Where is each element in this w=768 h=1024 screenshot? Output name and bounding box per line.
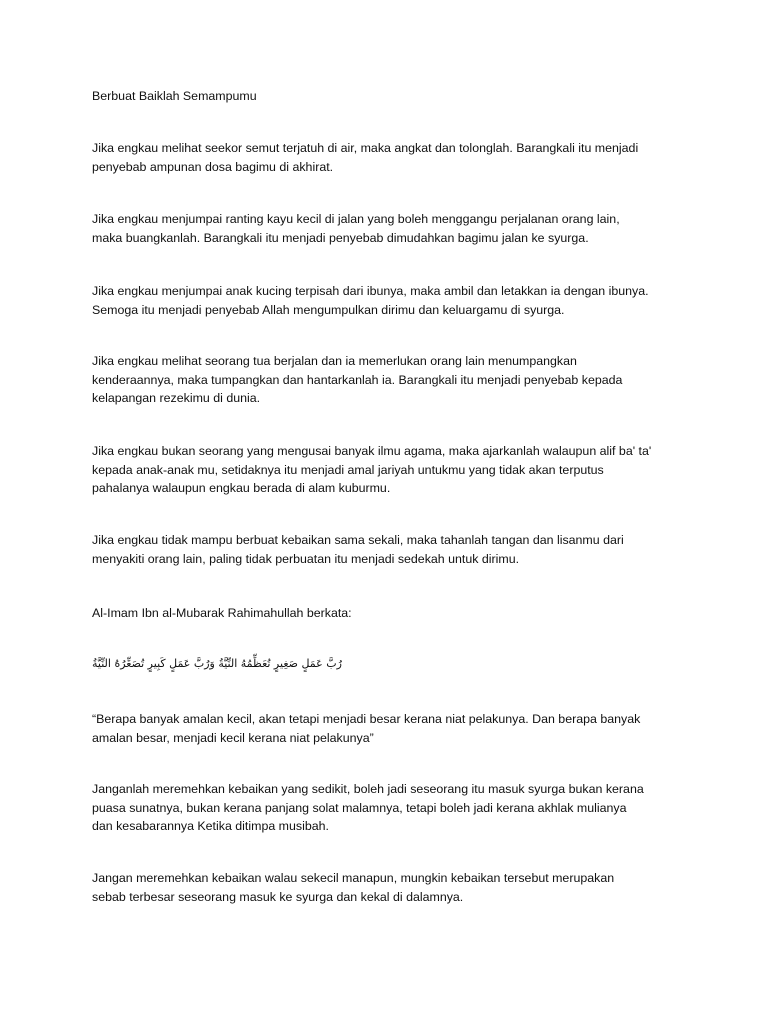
paragraph-kebaikan-sedikit: Janganlah meremehkan kebaikan yang sedikit, boleh jadi seseorang itu masuk syurga bukan kerana puasa sunatnya, bukan kerana panjang solat malamnya, tetapi boleh jadi kerana akhlak mulianya dan kesabarannya Ketika ditimpa musibah. <box>92 782 644 833</box>
quote-translation: “Berapa banyak amalan kecil, akan tetapi menjadi besar kerana niat pelakunya. Dan berapa banyak amalan besar, menjadi kecil kerana niat pelakunya” <box>92 712 641 745</box>
paragraph-orang-tua: Jika engkau melihat seorang tua berjalan dan ia memerlukan orang lain menumpangkan kenderaannya, maka tumpangkan dan hantarkanlah ia. Barangkali itu menjadi penyebab kepada kelapangan rezekimu di dunia. <box>92 354 623 405</box>
paragraph-ilmu-agama: Jika engkau bukan seorang yang mengusai banyak ilmu agama, maka ajarkanlah walaupun alif ba' ta' kepada anak-anak mu, setidaknya itu menjadi amal jariyah untukmu yang tidak akan terputus pahalanya walaupun engkau berada di alam kuburmu. <box>92 444 652 495</box>
paragraph-tahan-tangan: Jika engkau tidak mampu berbuat kebaikan sama sekali, maka tahanlah tangan dan lisanmu dari menyakiti orang lain, paling tidak perbuatan itu menjadi sedekah untuk dirimu. <box>92 533 624 566</box>
paragraph-kucing: Jika engkau menjumpai anak kucing terpisah dari ibunya, maka ambil dan letakkan ia dengan ibunya. Semoga itu menjadi penyebab Allah mengumpulkan dirimu dan keluargamu di syurga. <box>92 284 649 317</box>
document-title: Berbuat Baiklah Semampumu <box>92 89 257 103</box>
paragraph-ranting: Jika engkau menjumpai ranting kayu kecil di jalan yang boleh menggangu perjalanan orang lain, maka buangkanlah. Barangkali itu menjadi penyebab dimudahkan bagimu jalan ke syurga. <box>92 212 620 245</box>
paragraph-semut: Jika engkau melihat seekor semut terjatuh di air, maka angkat dan tolonglah. Barangkali itu menjadi penyebab ampunan dosa bagimu di akhirat. <box>92 141 639 174</box>
quote-attribution: Al-Imam Ibn al-Mubarak Rahimahullah berkata: <box>92 606 352 620</box>
arabic-quote: رُبَّ عَمَلٍ صَغِيرٍ تُعَظِّمُهُ النِّيَّةُ وَرُبَّ عَمَلٍ كَبِيرٍ تُصَغِّرُهُ النِّيَّةُ <box>92 657 342 670</box>
paragraph-kebaikan-kecil: Jangan meremehkan kebaikan walau sekecil manapun, mungkin kebaikan tersebut merupakan sebab terbesar seseorang masuk ke syurga dan kekal di dalamnya. <box>92 871 615 904</box>
